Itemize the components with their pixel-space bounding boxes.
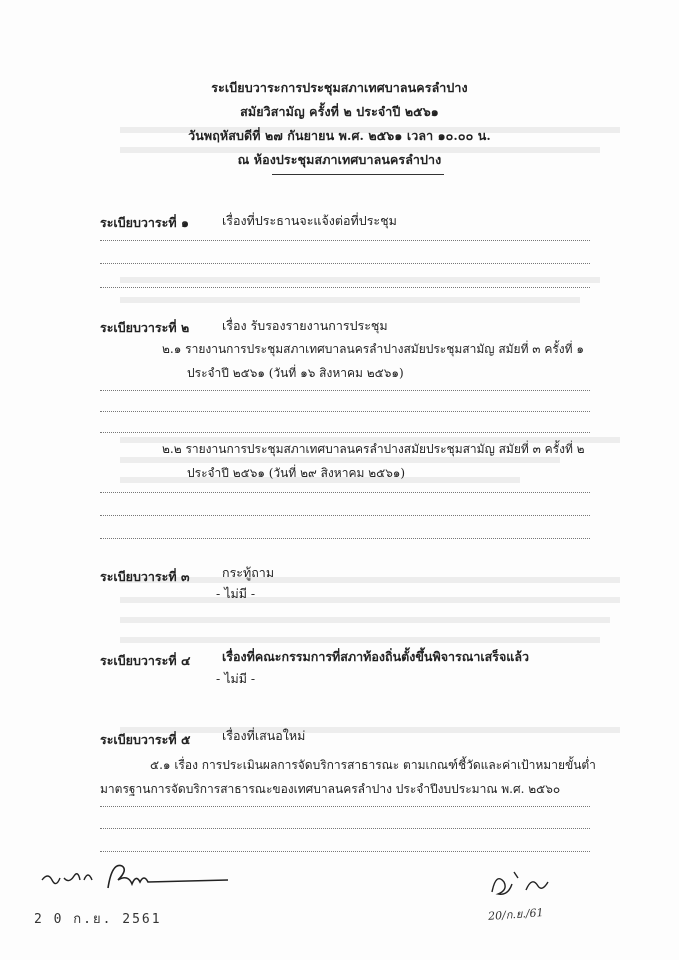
agenda-3-number: ระเบียบวาระที่ ๓ bbox=[100, 569, 190, 584]
agenda-3-title: กระทู้ถาม bbox=[222, 565, 275, 580]
agenda-2-2-line-2: ประจำปี ๒๕๖๑ (วันที่ ๒๙ สิงหาคม ๒๕๖๑) bbox=[187, 466, 406, 480]
dotted-line bbox=[100, 432, 590, 433]
dotted-line bbox=[100, 515, 590, 516]
header-line-1: ระเบียบวาระการประชุมสภาเทศบาลนครลำปาง bbox=[211, 80, 468, 95]
agenda-5-1-line-2: มาตรฐานการจัดบริการสาธารณะของเทศบาลนครลำปาง ประจำปีงบประมาณ พ.ศ. ๒๕๖๐ bbox=[100, 782, 561, 796]
dotted-line bbox=[100, 240, 590, 241]
dotted-line bbox=[100, 538, 590, 539]
dotted-line bbox=[100, 390, 590, 391]
dotted-line bbox=[100, 851, 590, 852]
dotted-line bbox=[100, 806, 590, 807]
dotted-line bbox=[100, 263, 590, 264]
agenda-2-2-line-1: ๒.๒ รายงานการประชุมสภาเทศบาลนครลำปางสมัยประชุมสามัญ สมัยที่ ๓ ครั้งที่ ๒ bbox=[162, 442, 585, 456]
dotted-line bbox=[100, 492, 590, 493]
header-line-4: ณ ห้องประชุมสภาเทศบาลนครลำปาง bbox=[237, 152, 442, 167]
agenda-1-title: เรื่องที่ประธานจะแจ้งต่อที่ประชุม bbox=[222, 213, 397, 228]
agenda-4-note: - ไม่มี - bbox=[216, 671, 256, 686]
left-signature bbox=[38, 858, 238, 898]
dotted-line bbox=[100, 287, 590, 288]
agenda-2-1-line-2: ประจำปี ๒๕๖๑ (วันที่ ๑๖ สิงหาคม ๒๕๖๑) bbox=[187, 366, 404, 380]
header-line-2: สมัยวิสามัญ ครั้งที่ ๒ ประจำปี ๒๕๖๑ bbox=[240, 104, 439, 119]
agenda-2-number: ระเบียบวาระที่ ๒ bbox=[100, 320, 190, 335]
agenda-2-title: เรื่อง รับรองรายงานการประชุม bbox=[222, 318, 388, 333]
right-signature bbox=[486, 866, 586, 902]
agenda-4-title: เรื่องที่คณะกรรมการที่สภาท้องถิ่นตั้งขึ้นพิจารณาเสร็จแล้ว bbox=[222, 649, 530, 664]
header-underline bbox=[272, 174, 444, 175]
agenda-4-number: ระเบียบวาระที่ ๔ bbox=[100, 653, 191, 668]
left-date-stamp: 2 0 ก.ย. 2561 bbox=[34, 912, 162, 927]
agenda-2-1-line-1: ๒.๑ รายงานการประชุมสภาเทศบาลนครลำปางสมัยประชุมสามัญ สมัยที่ ๓ ครั้งที่ ๑ bbox=[162, 342, 584, 356]
agenda-3-note: - ไม่มี - bbox=[216, 586, 256, 601]
agenda-5-title: เรื่องที่เสนอใหม่ bbox=[222, 728, 306, 743]
right-handwritten-date: 20/ก.ย./61 bbox=[487, 906, 544, 923]
dotted-line bbox=[100, 411, 590, 412]
agenda-1-number: ระเบียบวาระที่ ๑ bbox=[100, 215, 189, 230]
agenda-5-1-line-1: ๕.๑ เรื่อง การประเมินผลการจัดบริการสาธารณะ ตามเกณฑ์ชี้วัดและค่าเป้าหมายขั้นต่ำ bbox=[150, 758, 596, 772]
agenda-5-number: ระเบียบวาระที่ ๕ bbox=[100, 732, 191, 747]
dotted-line bbox=[100, 828, 590, 829]
header-line-3: วันพฤหัสบดีที่ ๒๗ กันยายน พ.ศ. ๒๕๖๑ เวลา ๑๐.๐๐ น. bbox=[188, 128, 491, 143]
